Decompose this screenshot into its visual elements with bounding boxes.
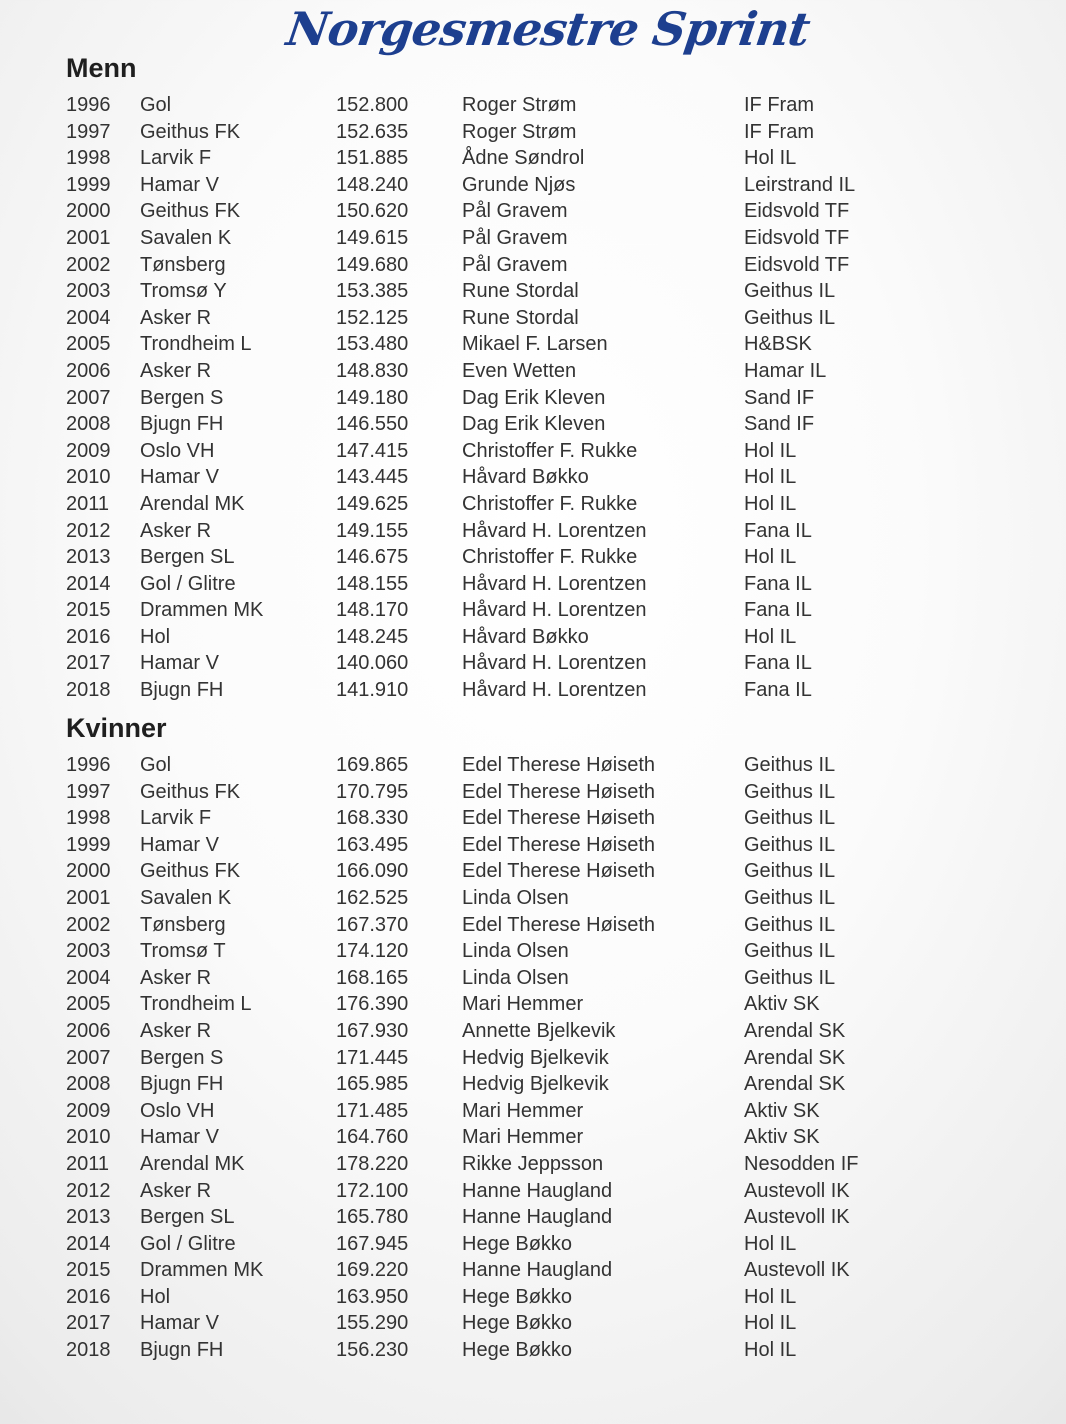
points-cell: 167.945 [336, 1232, 409, 1255]
club-cell: Geithus IL [744, 860, 836, 883]
year-cell: 2017 [66, 652, 111, 675]
club-cell: IF Fram [744, 120, 814, 143]
venue-cell: Bergen S [140, 1046, 224, 1069]
venue-cell: Geithus FK [140, 120, 241, 143]
points-cell: 146.550 [336, 413, 409, 436]
name-cell: Rune Stordal [462, 306, 579, 329]
points-cell: 164.760 [336, 1126, 409, 1149]
points-cell: 174.120 [336, 940, 409, 963]
venue-cell: Hamar V [140, 173, 219, 196]
name-cell: Håvard H. Lorentzen [462, 519, 647, 542]
table-row [66, 1257, 1026, 1284]
points-cell: 168.165 [336, 966, 409, 989]
name-cell: Edel Therese Høiseth [462, 860, 656, 883]
name-cell: Hege Bøkko [462, 1232, 573, 1255]
venue-cell: Gol [140, 754, 172, 776]
name-cell: Håvard Bøkko [462, 466, 589, 489]
points-cell: 152.800 [336, 94, 409, 116]
section-heading: Kvinner [66, 713, 167, 743]
year-cell: 2007 [66, 386, 111, 409]
name-cell: Linda Olsen [462, 940, 569, 963]
table-row [66, 491, 1026, 518]
table-row [66, 464, 1026, 491]
points-cell: 149.155 [336, 519, 409, 542]
club-cell: Geithus IL [744, 754, 836, 776]
table-row [66, 805, 1026, 832]
year-cell: 2002 [66, 913, 111, 936]
year-cell: 2009 [66, 439, 111, 462]
venue-cell: Bergen SL [140, 1206, 235, 1229]
points-cell: 153.385 [336, 280, 409, 303]
venue-cell: Oslo VH [140, 1099, 215, 1122]
name-cell: Linda Olsen [462, 966, 569, 989]
year-cell: 2005 [66, 333, 111, 356]
points-cell: 171.445 [336, 1046, 409, 1069]
club-cell: Geithus IL [744, 833, 836, 856]
name-cell: Pål Gravem [462, 253, 568, 276]
results-table [66, 752, 1026, 1364]
table-row [66, 411, 1026, 438]
points-cell: 143.445 [336, 466, 409, 489]
table-row [66, 1337, 1026, 1364]
table-row [66, 385, 1026, 412]
club-cell: Geithus IL [744, 940, 836, 963]
club-cell: Hol IL [744, 1312, 797, 1335]
year-cell: 2007 [66, 1046, 111, 1069]
name-cell: Hedvig Bjelkevik [462, 1073, 609, 1096]
year-cell: 2013 [66, 546, 111, 569]
name-cell: Hedvig Bjelkevik [462, 1046, 609, 1069]
venue-cell: Gol / Glitre [140, 1232, 236, 1255]
venue-cell: Tromsø Y [140, 280, 227, 303]
club-cell: H&BSK [744, 333, 812, 356]
table-row [66, 597, 1026, 624]
name-cell: Hege Bøkko [462, 1285, 573, 1308]
points-cell: 163.495 [336, 833, 409, 856]
club-cell: Arendal SK [744, 1073, 846, 1096]
club-cell: Hol IL [744, 147, 797, 170]
points-cell: 168.330 [336, 807, 409, 830]
year-cell: 2014 [66, 1232, 111, 1255]
points-cell: 167.370 [336, 913, 409, 936]
points-cell: 156.230 [336, 1339, 409, 1362]
table-row [66, 677, 1026, 704]
club-cell: Aktiv SK [744, 993, 820, 1016]
table-row [66, 1071, 1026, 1098]
name-cell: Håvard H. Lorentzen [462, 652, 647, 675]
points-cell: 152.125 [336, 306, 409, 329]
venue-cell: Gol / Glitre [140, 572, 236, 595]
year-cell: 1997 [66, 120, 111, 143]
points-cell: 149.180 [336, 386, 409, 409]
year-cell: 2012 [66, 519, 111, 542]
points-cell: 172.100 [336, 1179, 409, 1202]
table-row [66, 752, 1026, 779]
year-cell: 2010 [66, 466, 111, 489]
table-row [66, 832, 1026, 859]
year-cell: 2018 [66, 679, 111, 702]
venue-cell: Larvik F [140, 147, 212, 170]
year-cell: 2006 [66, 1019, 111, 1042]
venue-cell: Asker R [140, 359, 212, 382]
points-cell: 155.290 [336, 1312, 409, 1335]
club-cell: Fana IL [744, 519, 812, 542]
club-cell: Arendal SK [744, 1019, 846, 1042]
name-cell: Hanne Haugland [462, 1179, 613, 1202]
venue-cell: Trondheim L [140, 993, 252, 1016]
name-cell: Hanne Haugland [462, 1259, 613, 1282]
points-cell: 148.155 [336, 572, 409, 595]
points-cell: 167.930 [336, 1019, 409, 1042]
name-cell: Roger Strøm [462, 94, 577, 116]
venue-cell: Bjugn FH [140, 1073, 224, 1096]
venue-cell: Bergen S [140, 386, 224, 409]
year-cell: 2011 [66, 1152, 110, 1175]
table-row [66, 145, 1026, 172]
table-row [66, 965, 1026, 992]
year-cell: 2014 [66, 572, 111, 595]
club-cell: Arendal SK [744, 1046, 846, 1069]
club-cell: Hol IL [744, 1339, 797, 1362]
table-row [66, 885, 1026, 912]
venue-cell: Tønsberg [140, 913, 226, 936]
venue-cell: Trondheim L [140, 333, 252, 356]
club-cell: Eidsvold TF [744, 253, 850, 276]
club-cell: Geithus IL [744, 280, 836, 303]
points-cell: 148.830 [336, 359, 409, 382]
venue-cell: Bjugn FH [140, 413, 224, 436]
year-cell: 2000 [66, 200, 111, 223]
name-cell: Even Wetten [462, 359, 577, 382]
venue-cell: Drammen MK [140, 599, 264, 622]
points-cell: 166.090 [336, 860, 409, 883]
name-cell: Mari Hemmer [462, 993, 584, 1016]
points-cell: 165.985 [336, 1073, 409, 1096]
venue-cell: Oslo VH [140, 439, 215, 462]
points-cell: 149.625 [336, 492, 409, 515]
venue-cell: Gol [140, 94, 172, 116]
club-cell: Geithus IL [744, 306, 836, 329]
table-row [66, 198, 1026, 225]
club-cell: Hol IL [744, 546, 797, 569]
table-row [66, 331, 1026, 358]
year-cell: 2003 [66, 280, 111, 303]
points-cell: 148.170 [336, 599, 409, 622]
club-cell: Austevoll IK [744, 1206, 850, 1229]
table-row [66, 650, 1026, 677]
venue-cell: Asker R [140, 306, 212, 329]
venue-cell: Asker R [140, 966, 212, 989]
name-cell: Mari Hemmer [462, 1126, 584, 1149]
table-row [66, 991, 1026, 1018]
venue-cell: Geithus FK [140, 200, 241, 223]
points-cell: 148.245 [336, 625, 409, 648]
year-cell: 2001 [66, 226, 111, 249]
club-cell: IF Fram [744, 94, 814, 116]
table-row [66, 912, 1026, 939]
club-cell: Eidsvold TF [744, 226, 850, 249]
venue-cell: Bjugn FH [140, 679, 224, 702]
club-cell: Hol IL [744, 1285, 797, 1308]
name-cell: Grunde Njøs [462, 173, 576, 196]
name-cell: Håvard Bøkko [462, 625, 589, 648]
table-row [66, 1018, 1026, 1045]
table-row [66, 225, 1026, 252]
venue-cell: Savalen K [140, 226, 232, 249]
club-cell: Austevoll IK [744, 1259, 850, 1282]
points-cell: 147.415 [336, 439, 409, 462]
name-cell: Annette Bjelkevik [462, 1019, 616, 1042]
venue-cell: Hol [140, 625, 171, 648]
club-cell: Eidsvold TF [744, 200, 850, 223]
points-cell: 153.480 [336, 333, 409, 356]
club-cell: Sand IF [744, 413, 815, 436]
year-cell: 1996 [66, 94, 111, 116]
table-row [66, 1231, 1026, 1258]
name-cell: Dag Erik Kleven [462, 386, 606, 409]
name-cell: Christoffer F. Rukke [462, 546, 638, 569]
year-cell: 2015 [66, 1259, 111, 1282]
table-row [66, 1204, 1026, 1231]
club-cell: Hol IL [744, 466, 797, 489]
venue-cell: Hamar V [140, 1312, 219, 1335]
table-row [66, 1124, 1026, 1151]
table-row [66, 1310, 1026, 1337]
year-cell: 2009 [66, 1099, 111, 1122]
club-cell: Hol IL [744, 439, 797, 462]
year-cell: 2015 [66, 599, 111, 622]
venue-cell: Arendal MK [140, 1152, 245, 1175]
year-cell: 2002 [66, 253, 111, 276]
year-cell: 2016 [66, 625, 111, 648]
year-cell: 2000 [66, 860, 111, 883]
table-row [66, 544, 1026, 571]
table-row [66, 938, 1026, 965]
name-cell: Roger Strøm [462, 120, 577, 143]
table-row [66, 1151, 1026, 1178]
points-cell: 150.620 [336, 200, 409, 223]
club-cell: Nesodden IF [744, 1152, 859, 1175]
venue-cell: Asker R [140, 1179, 212, 1202]
name-cell: Mikael F. Larsen [462, 333, 608, 356]
year-cell: 2005 [66, 993, 111, 1016]
club-cell: Hol IL [744, 492, 797, 515]
table-row [66, 358, 1026, 385]
name-cell: Pål Gravem [462, 226, 568, 249]
year-cell: 2004 [66, 966, 111, 989]
year-cell: 2017 [66, 1312, 111, 1335]
year-cell: 2003 [66, 940, 111, 963]
year-cell: 2001 [66, 886, 111, 909]
club-cell: Geithus IL [744, 886, 836, 909]
year-cell: 2018 [66, 1339, 111, 1362]
points-cell: 141.910 [336, 679, 409, 702]
name-cell: Håvard H. Lorentzen [462, 679, 647, 702]
venue-cell: Savalen K [140, 886, 232, 909]
points-cell: 140.060 [336, 652, 409, 675]
venue-cell: Hamar V [140, 652, 219, 675]
points-cell: 146.675 [336, 546, 409, 569]
points-cell: 169.865 [336, 754, 409, 776]
club-cell: Fana IL [744, 572, 812, 595]
club-cell: Hol IL [744, 1232, 797, 1255]
venue-cell: Hamar V [140, 833, 219, 856]
points-cell: 152.635 [336, 120, 409, 143]
year-cell: 2011 [66, 492, 110, 515]
name-cell: Edel Therese Høiseth [462, 913, 656, 936]
club-cell: Aktiv SK [744, 1126, 820, 1149]
table-row [66, 1284, 1026, 1311]
year-cell: 1999 [66, 173, 111, 196]
year-cell: 2008 [66, 413, 111, 436]
table-row [66, 1045, 1026, 1072]
name-cell: Edel Therese Høiseth [462, 780, 656, 803]
table-row [66, 278, 1026, 305]
name-cell: Håvard H. Lorentzen [462, 572, 647, 595]
club-cell: Geithus IL [744, 966, 836, 989]
year-cell: 2006 [66, 359, 111, 382]
year-cell: 1997 [66, 780, 111, 803]
points-cell: 171.485 [336, 1099, 409, 1122]
table-row [66, 252, 1026, 279]
venue-cell: Hamar V [140, 1126, 219, 1149]
name-cell: Pål Gravem [462, 200, 568, 223]
page-title: Norgesmestre Sprint [283, 2, 813, 56]
points-cell: 170.795 [336, 780, 409, 803]
points-cell: 163.950 [336, 1285, 409, 1308]
year-cell: 2012 [66, 1179, 111, 1202]
venue-cell: Hol [140, 1285, 171, 1308]
club-cell: Aktiv SK [744, 1099, 820, 1122]
points-cell: 148.240 [336, 173, 409, 196]
year-cell: 1999 [66, 833, 111, 856]
section-menn [66, 52, 1026, 704]
points-cell: 149.680 [336, 253, 409, 276]
venue-cell: Larvik F [140, 807, 212, 830]
club-cell: Sand IF [744, 386, 815, 409]
results-table [66, 92, 1026, 704]
section-heading: Menn [66, 53, 137, 83]
year-cell: 1996 [66, 754, 111, 776]
name-cell: Linda Olsen [462, 886, 569, 909]
club-cell: Geithus IL [744, 913, 836, 936]
points-cell: 151.885 [336, 147, 409, 170]
year-cell: 2008 [66, 1073, 111, 1096]
venue-cell: Tromsø T [140, 940, 226, 963]
name-cell: Ådne Søndrol [462, 147, 585, 170]
name-cell: Hanne Haugland [462, 1206, 613, 1229]
name-cell: Christoffer F. Rukke [462, 492, 638, 515]
club-cell: Fana IL [744, 652, 812, 675]
club-cell: Austevoll IK [744, 1179, 850, 1202]
name-cell: Edel Therese Høiseth [462, 754, 656, 776]
venue-cell: Bjugn FH [140, 1339, 224, 1362]
year-cell: 2004 [66, 306, 111, 329]
table-row [66, 172, 1026, 199]
points-cell: 178.220 [336, 1152, 409, 1175]
table-row [66, 858, 1026, 885]
name-cell: Edel Therese Høiseth [462, 833, 656, 856]
section-kvinner [66, 712, 1026, 1364]
table-row [66, 1098, 1026, 1125]
year-cell: 1998 [66, 147, 111, 170]
club-cell: Hamar IL [744, 359, 827, 382]
name-cell: Edel Therese Høiseth [462, 807, 656, 830]
venue-cell: Asker R [140, 519, 212, 542]
points-cell: 176.390 [336, 993, 409, 1016]
table-row [66, 305, 1026, 332]
club-cell: Geithus IL [744, 780, 836, 803]
points-cell: 165.780 [336, 1206, 409, 1229]
club-cell: Geithus IL [744, 807, 836, 830]
points-cell: 149.615 [336, 226, 409, 249]
venue-cell: Hamar V [140, 466, 219, 489]
club-cell: Fana IL [744, 599, 812, 622]
venue-cell: Geithus FK [140, 860, 241, 883]
venue-cell: Drammen MK [140, 1259, 264, 1282]
points-cell: 169.220 [336, 1259, 409, 1282]
club-cell: Hol IL [744, 625, 797, 648]
table-row [66, 438, 1026, 465]
year-cell: 2013 [66, 1206, 111, 1229]
year-cell: 2016 [66, 1285, 111, 1308]
name-cell: Rune Stordal [462, 280, 579, 303]
name-cell: Mari Hemmer [462, 1099, 584, 1122]
name-cell: Christoffer F. Rukke [462, 439, 638, 462]
name-cell: Hege Bøkko [462, 1312, 573, 1335]
venue-cell: Bergen SL [140, 546, 235, 569]
points-cell: 162.525 [336, 886, 409, 909]
table-row [66, 92, 1026, 119]
table-row [66, 779, 1026, 806]
venue-cell: Tønsberg [140, 253, 226, 276]
table-row [66, 571, 1026, 598]
name-cell: Rikke Jeppsson [462, 1152, 604, 1175]
venue-cell: Geithus FK [140, 780, 241, 803]
name-cell: Hege Bøkko [462, 1339, 573, 1362]
table-row [66, 1178, 1026, 1205]
table-row [66, 119, 1026, 146]
club-cell: Fana IL [744, 679, 812, 702]
year-cell: 1998 [66, 807, 111, 830]
venue-cell: Arendal MK [140, 492, 245, 515]
name-cell: Håvard H. Lorentzen [462, 599, 647, 622]
club-cell: Leirstrand IL [744, 173, 856, 196]
venue-cell: Asker R [140, 1019, 212, 1042]
table-row [66, 624, 1026, 651]
name-cell: Dag Erik Kleven [462, 413, 606, 436]
year-cell: 2010 [66, 1126, 111, 1149]
table-row [66, 518, 1026, 545]
